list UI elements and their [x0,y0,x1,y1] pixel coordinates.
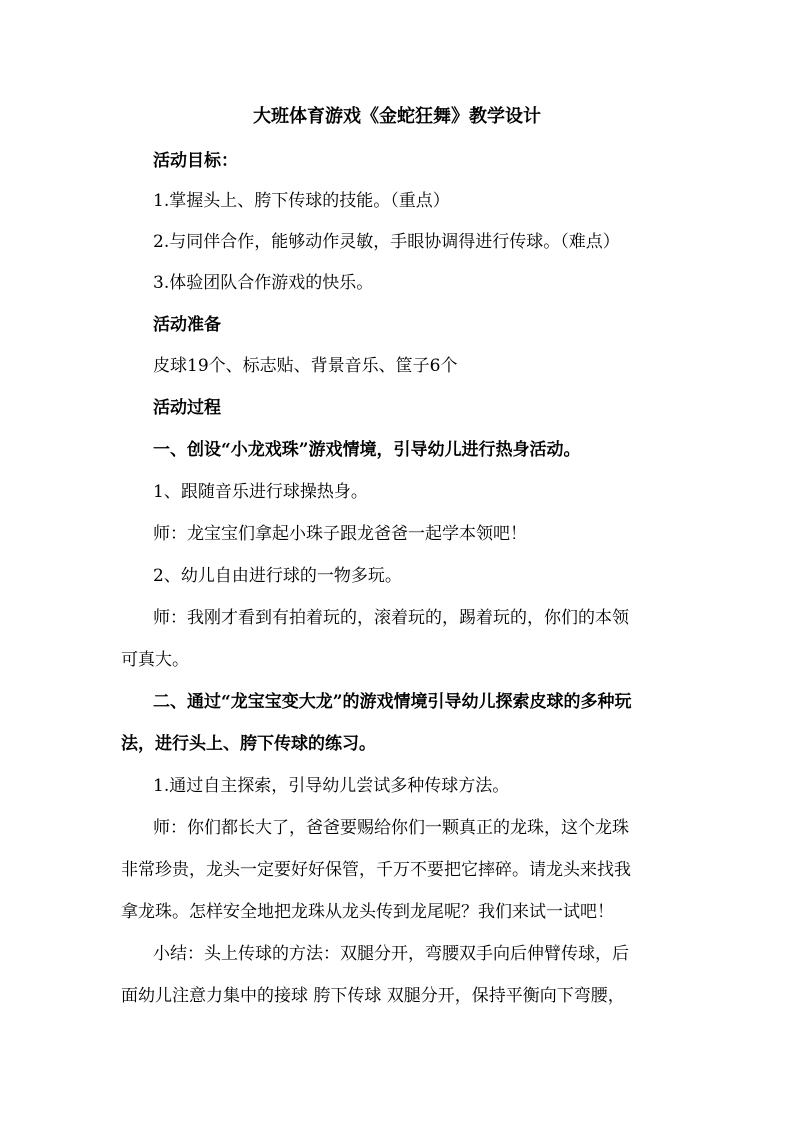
summary-line-1: 小结：头上传球的方法：双腿分开，弯腰双手向后伸臂传球，后 [153,944,629,964]
preparation-heading: 活动准备 [153,315,221,335]
goal-item-1: 1.掌握头上、胯下传球的技能。（重点） [153,191,450,211]
section-1-item-1: 1、跟随音乐进行球操热身。 [153,482,368,502]
goals-heading: 活动目标： [153,151,238,171]
section-1-teacher-line-1: 师：龙宝宝们拿起小珠子跟龙爸爸一起学本领吧！ [153,524,527,544]
document-title: 大班体育游戏《金蛇狂舞》教学设计 [253,106,541,127]
section-2-heading-line-1: 二、通过“龙宝宝变大龙”的游戏情境引导幼儿探索皮球的多种玩 [153,692,632,712]
summary-line-2: 面幼儿注意力集中的接球 胯下传球 双腿分开，保持平衡向下弯腰， [121,986,625,1006]
goal-item-3: 3.体验团队合作游戏的快乐。 [153,273,374,293]
section-1-teacher-2-line-2: 可真大。 [121,650,189,670]
section-2-item-1: 1.通过自主探索，引导幼儿尝试多种传球方法。 [153,776,510,796]
section-2-teacher-line-3: 拿龙珠。怎样安全地把龙珠从龙头传到龙尾呢？我们来试一试吧！ [121,902,614,922]
section-1-heading: 一、创设“小龙戏珠”游戏情境，引导幼儿进行热身活动。 [153,440,581,460]
section-1-teacher-2-line-1: 师：我刚才看到有拍着玩的，滚着玩的，踢着玩的，你们的本领 [153,608,629,628]
section-2-teacher-line-1: 师：你们都长大了，爸爸要赐给你们一颗真正的龙珠，这个龙珠 [153,818,629,838]
preparation-text: 皮球19个、标志贴、背景音乐、筐子6个 [153,356,458,376]
section-2-teacher-line-2: 非常珍贵，龙头一定要好好保管，千万不要把它摔碎。请龙头来找我 [121,860,631,880]
section-2-heading-line-2: 法，进行头上、胯下传球的练习。 [121,734,376,754]
process-heading: 活动过程 [153,398,221,418]
goal-item-2: 2.与同伴合作，能够动作灵敏，手眼协调得进行传球。（难点） [153,232,620,252]
section-1-item-2: 2、幼儿自由进行球的一物多玩。 [153,566,402,586]
